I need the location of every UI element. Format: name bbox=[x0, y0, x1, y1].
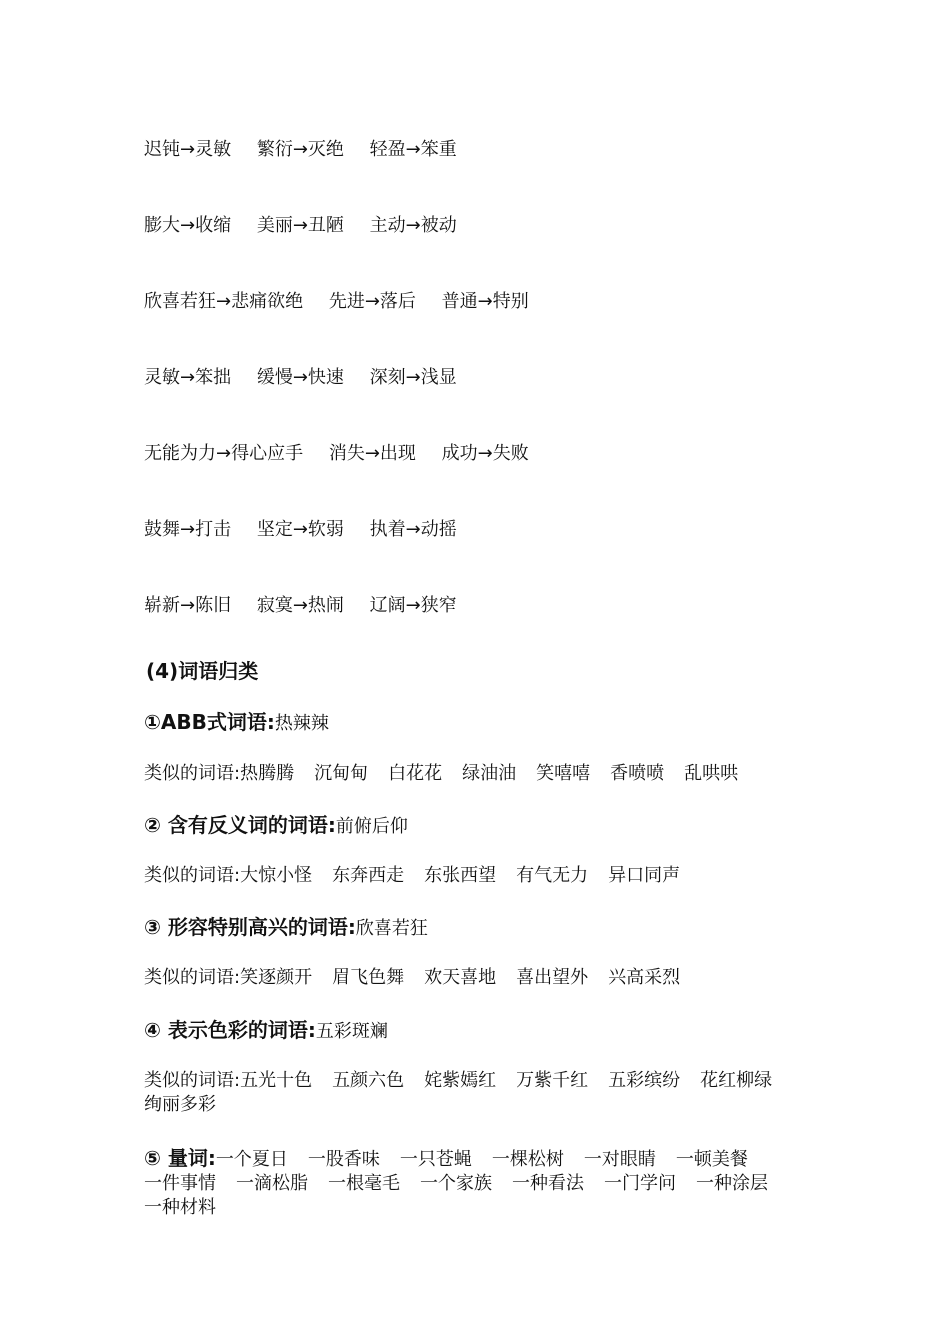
similar-word: 五光十色 bbox=[240, 1070, 313, 1091]
antonym-pair: 寂寞→热闹 bbox=[256, 595, 344, 616]
similar-word: 大惊小怪 bbox=[240, 865, 313, 886]
category-heading bbox=[144, 915, 428, 941]
category-example: 五彩斑斓 bbox=[315, 1021, 388, 1042]
similar-words bbox=[144, 864, 814, 888]
similar-label: 类似的词语: bbox=[144, 1070, 241, 1091]
antonym-line-5 bbox=[144, 442, 529, 466]
similar-word: 喜出望外 bbox=[516, 967, 589, 988]
similar-word: 姹紫嫣红 bbox=[424, 1070, 497, 1091]
similar-word: 笑逐颜开 bbox=[240, 967, 313, 988]
category-label: ② 含有反义词的词语: bbox=[144, 813, 336, 837]
category-label: ③ 形容特别高兴的词语: bbox=[144, 915, 356, 939]
antonym-pair: 成功→失败 bbox=[441, 443, 529, 464]
similar-word: 香喷喷 bbox=[610, 763, 665, 784]
similar-label: 类似的词语: bbox=[144, 967, 241, 988]
antonym-pair: 崭新→陈旧 bbox=[144, 595, 232, 616]
measure-word: 一顿美餐 bbox=[675, 1149, 748, 1170]
antonym-pair: 缓慢→快速 bbox=[256, 367, 344, 388]
antonym-pair: 膨大→收缩 bbox=[144, 215, 232, 236]
category-example: 欣喜若狂 bbox=[355, 918, 428, 939]
antonym-pair: 轻盈→笨重 bbox=[369, 139, 457, 160]
measure-word: 一对眼睛 bbox=[583, 1149, 656, 1170]
category-heading bbox=[144, 813, 408, 839]
similar-word: 白花花 bbox=[388, 763, 443, 784]
similar-words bbox=[144, 762, 814, 786]
antonym-line-4 bbox=[144, 366, 457, 390]
similar-word: 万紫千红 bbox=[516, 1070, 589, 1091]
similar-word: 东奔西走 bbox=[332, 865, 405, 886]
measure-word: 一滴松脂 bbox=[236, 1173, 308, 1194]
antonym-line-3 bbox=[144, 290, 529, 314]
measure-word: 一门学问 bbox=[604, 1173, 676, 1194]
category-label: ①ABB式词语: bbox=[144, 710, 275, 734]
similar-word: 绚丽多彩 bbox=[144, 1094, 216, 1115]
antonym-pair: 欣喜若狂→悲痛欲绝 bbox=[144, 291, 304, 312]
measure-word: 一股香味 bbox=[307, 1149, 380, 1170]
antonym-line-1 bbox=[144, 138, 457, 162]
category-example: 热辣辣 bbox=[274, 713, 329, 734]
category-example: 前俯后仰 bbox=[335, 816, 408, 837]
measure-label: ⑤ 量词: bbox=[144, 1146, 216, 1170]
similar-word: 欢天喜地 bbox=[424, 967, 497, 988]
similar-label: 类似的词语: bbox=[144, 763, 241, 784]
antonym-line-7 bbox=[144, 594, 457, 618]
antonym-pair: 迟钝→灵敏 bbox=[144, 139, 232, 160]
measure-word: 一根毫毛 bbox=[328, 1173, 400, 1194]
antonym-pair: 美丽→丑陋 bbox=[256, 215, 344, 236]
antonym-pair: 辽阔→狭窄 bbox=[369, 595, 457, 616]
category-heading bbox=[144, 710, 329, 736]
category-label: ④ 表示色彩的词语: bbox=[144, 1018, 316, 1042]
antonym-pair: 消失→出现 bbox=[328, 443, 416, 464]
similar-word: 沉甸甸 bbox=[314, 763, 369, 784]
antonym-pair: 无能为力→得心应手 bbox=[144, 443, 304, 464]
similar-word: 五颜六色 bbox=[332, 1070, 405, 1091]
measure-word: 一个家族 bbox=[420, 1173, 492, 1194]
similar-word: 眉飞色舞 bbox=[332, 967, 405, 988]
antonym-pair: 坚定→软弱 bbox=[256, 519, 344, 540]
similar-label: 类似的词语: bbox=[144, 865, 241, 886]
similar-word: 笑嘻嘻 bbox=[536, 763, 591, 784]
antonym-pair: 深刻→浅显 bbox=[369, 367, 457, 388]
section-title: (4)词语归类 bbox=[146, 659, 259, 683]
antonym-pair: 鼓舞→打击 bbox=[144, 519, 232, 540]
antonym-pair: 繁衍→灭绝 bbox=[256, 139, 344, 160]
antonym-pair: 主动→被动 bbox=[369, 215, 457, 236]
measure-words bbox=[144, 1146, 814, 1220]
similar-words bbox=[144, 1069, 814, 1117]
antonym-line-6 bbox=[144, 518, 457, 542]
measure-word: 一只苍蝇 bbox=[399, 1149, 472, 1170]
similar-word: 有气无力 bbox=[516, 865, 589, 886]
measure-word: 一种涂层 bbox=[696, 1173, 768, 1194]
similar-word: 异口同声 bbox=[608, 865, 681, 886]
measure-word: 一件事情 bbox=[144, 1173, 216, 1194]
similar-word: 热腾腾 bbox=[240, 763, 295, 784]
antonym-pair: 灵敏→笨拙 bbox=[144, 367, 232, 388]
category-heading bbox=[144, 1018, 388, 1044]
antonym-pair: 普通→特别 bbox=[441, 291, 529, 312]
similar-word: 乱哄哄 bbox=[684, 763, 739, 784]
similar-word: 兴高采烈 bbox=[608, 967, 681, 988]
antonym-pair: 执着→动摇 bbox=[369, 519, 457, 540]
measure-word: 一种材料 bbox=[144, 1197, 216, 1218]
similar-word: 花红柳绿 bbox=[700, 1070, 773, 1091]
similar-word: 五彩缤纷 bbox=[608, 1070, 681, 1091]
similar-word: 绿油油 bbox=[462, 763, 517, 784]
measure-word: 一个夏日 bbox=[215, 1149, 288, 1170]
antonym-line-2 bbox=[144, 214, 457, 238]
measure-word: 一种看法 bbox=[512, 1173, 584, 1194]
similar-words bbox=[144, 966, 814, 990]
antonym-pair: 先进→落后 bbox=[328, 291, 416, 312]
measure-word: 一棵松树 bbox=[491, 1149, 564, 1170]
similar-word: 东张西望 bbox=[424, 865, 497, 886]
